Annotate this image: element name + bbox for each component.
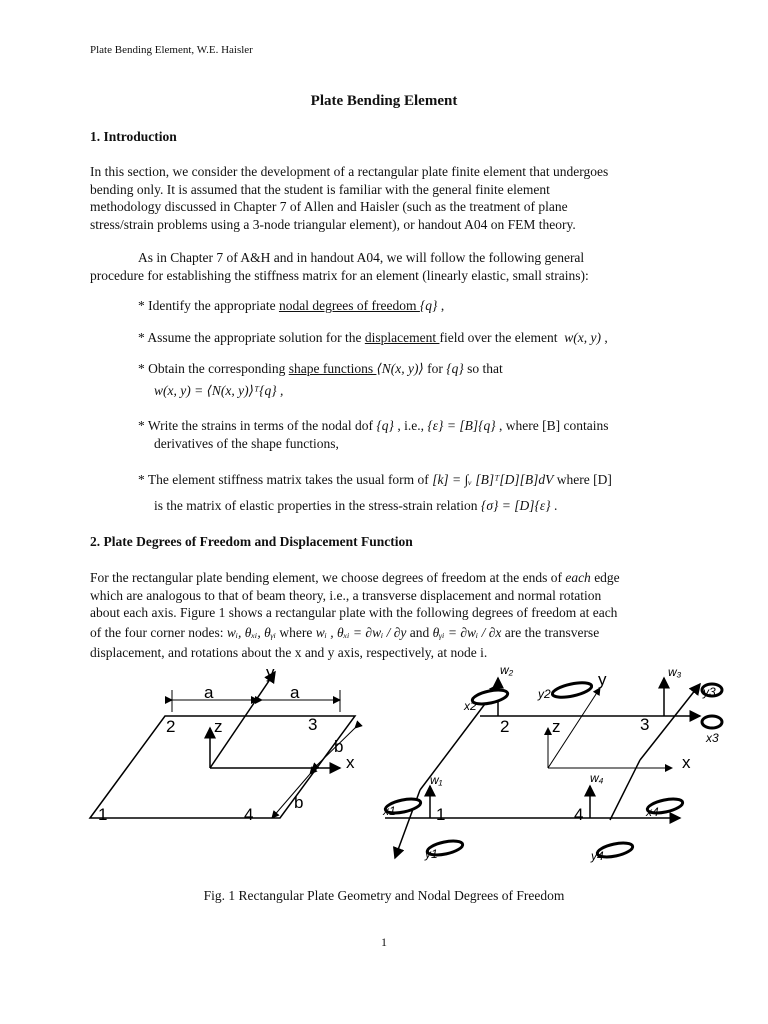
dof-w2-label: w₂ (500, 663, 514, 677)
dim-b-label: b (294, 793, 304, 812)
procedure-line: procedure for establishing the stiffness matrix for an element (linearly elastic, small strains): (90, 267, 589, 283)
bullet-nodal-dof (138, 298, 444, 314)
right-dof-diagram (385, 678, 700, 858)
underlined-term: shape functions (288, 361, 377, 376)
bullet-text: field over the element (439, 330, 558, 345)
dof-w1-label: w₁ (430, 773, 443, 787)
section-2-heading: 2. Plate Degrees of Freedom and Displacement Function (90, 534, 413, 549)
paragraph-text: and (406, 624, 433, 640)
bullet-stiffness-continued (154, 498, 557, 514)
intro-line: methodology discussed in Chapter 7 of Allen and Haisler (such as the treatment of plane (90, 199, 568, 214)
plate-figure (80, 660, 725, 870)
bullet-strains-continued: derivatives of the shape functions, (154, 436, 339, 451)
page-number: 1 (381, 935, 387, 949)
math-expression: θᵧᵢ = ∂wᵢ / ∂x (432, 624, 502, 640)
dof-x4-label: x4 (646, 805, 659, 819)
math-expression: [k] = ∫ᵥ [B]ᵀ[D][B]dV (432, 472, 554, 487)
dof-w4-label: w₄ (590, 771, 604, 785)
axis-y-label: y (598, 670, 607, 689)
section-1-heading: 1. Introduction (90, 129, 177, 144)
dof-y1-label: y1 (425, 847, 438, 861)
dim-a-label: a (290, 683, 300, 702)
dof-paragraph (90, 569, 690, 661)
bullet-text: * Assume the appropriate solution for the (138, 330, 365, 345)
intro-paragraph (90, 163, 680, 233)
figure-caption: Fig. 1 Rectangular Plate Geometry and Nodal Degrees of Freedom (203, 888, 565, 903)
bullet-text: * Identify the appropriate (138, 298, 279, 313)
bullet-displacement (138, 330, 608, 346)
math-expression: ⟨N(x, y)⟩ (376, 361, 424, 376)
paragraph-text: where (275, 624, 316, 640)
left-plate-diagram (90, 672, 355, 818)
node-label: 1 (98, 805, 108, 824)
bullet-text: , (601, 330, 608, 345)
math-expression: {ε} = [B]{q} (427, 418, 496, 433)
underlined-term: nodal degrees of freedom (278, 298, 420, 313)
bullet-text: * Write the strains in terms of the nodal dof (138, 418, 377, 433)
intro-line: bending only. It is assumed that the student is familiar with the general finite element (90, 181, 550, 197)
paragraph-text: For the rectangular plate bending element, we choose degrees of freedom at the ends of (90, 570, 566, 585)
axis-x-label: x (346, 753, 355, 772)
underlined-term: displacement (364, 330, 440, 345)
bullet-text: . (550, 498, 558, 513)
rotation-x2-icon (471, 687, 509, 706)
bullet-text: , where [B] contains (495, 418, 609, 433)
axis-y-label: y (266, 663, 275, 682)
node-label: 4 (574, 805, 584, 824)
shape-function-equation: w(x, y) = ⟨N(x, y)⟩ᵀ{q} , (154, 383, 284, 398)
math-expression: {q} (419, 298, 438, 313)
math-expression: {q} (376, 418, 394, 433)
dof-y4-label: y4 (591, 849, 604, 863)
axis-x-label: x (682, 753, 691, 772)
dof-line: displacement, and rotations about the x and y axis, respectively, at node i. (90, 644, 488, 660)
bullet-text: * Obtain the corresponding (138, 361, 289, 376)
bullet-stiffness (138, 472, 612, 488)
bullet-text: , i.e., (393, 418, 428, 433)
dim-b-label: b (334, 737, 344, 756)
edge-right-down (610, 760, 640, 820)
bullet-shape-functions (138, 361, 503, 377)
dim-a-label: a (204, 683, 214, 702)
page-title: Plate Bending Element (310, 93, 458, 109)
running-header: Plate Bending Element, W.E. Haisler (90, 44, 253, 56)
bullet-strains (138, 418, 608, 434)
dof-line (90, 622, 690, 644)
rotation-x3-icon (702, 716, 722, 728)
dof-x2-label: x2 (464, 699, 477, 713)
axis-z-label: z (214, 717, 223, 736)
dof-line (90, 569, 690, 587)
procedure-paragraph (90, 249, 680, 284)
bullet-text: , (437, 298, 445, 313)
bullet-text: for (423, 361, 447, 376)
paragraph-text: of the four corner nodes: (90, 624, 227, 640)
dof-line: which are analogous to that of beam theory, i.e., a transverse displacement and normal rotation (90, 587, 602, 603)
node-label: 2 (166, 717, 176, 736)
dof-line: about each axis. Figure 1 shows a rectangular plate with the following degrees of freedom at each (90, 605, 618, 620)
dof-w3-label: w₃ (668, 665, 682, 679)
node-label: 4 (244, 805, 254, 824)
math-expression: wᵢ, θₓᵢ, θᵧᵢ (226, 624, 276, 640)
bullet-text: where [D] (553, 472, 612, 487)
dof-y2-label: y2 (538, 687, 551, 701)
node-label: 1 (436, 805, 446, 824)
math-expression: wᵢ , θₓᵢ = ∂wᵢ / ∂y (315, 624, 407, 640)
dof-x1-label: x1 (383, 804, 396, 818)
node-label: 2 (500, 717, 510, 736)
paragraph-text: are the transverse (501, 624, 600, 640)
intro-line: stress/strain problems using a 3-node triangular element), or handout A04 on FEM theory. (90, 216, 576, 232)
procedure-line: As in Chapter 7 of A&H and in handout A04, we will follow the following general (138, 250, 585, 265)
rotation-y2-icon (551, 680, 593, 700)
dim-b-arrow-2 (272, 774, 310, 818)
paragraph-text: edge (590, 570, 620, 585)
bullet-text: * The element stiffness matrix takes the usual form of (138, 472, 433, 487)
math-expression: {σ} = [D]{ε} (480, 498, 551, 513)
dof-x3-label: x3 (706, 731, 719, 745)
math-expression: {q} (446, 361, 464, 376)
node-label: 3 (640, 715, 650, 734)
dof-y3-label: y3 (703, 685, 716, 699)
intro-line: In this section, we consider the development of a rectangular plate finite element that undergoes (90, 164, 609, 179)
math-expression: w(x, y) (564, 330, 602, 345)
emphasis: each (565, 570, 591, 585)
node-label: 3 (308, 715, 318, 734)
bullet-text: is the matrix of elastic properties in the stress-strain relation (154, 498, 481, 513)
axis-z-label: z (552, 717, 561, 736)
bullet-text: so that (463, 361, 503, 376)
